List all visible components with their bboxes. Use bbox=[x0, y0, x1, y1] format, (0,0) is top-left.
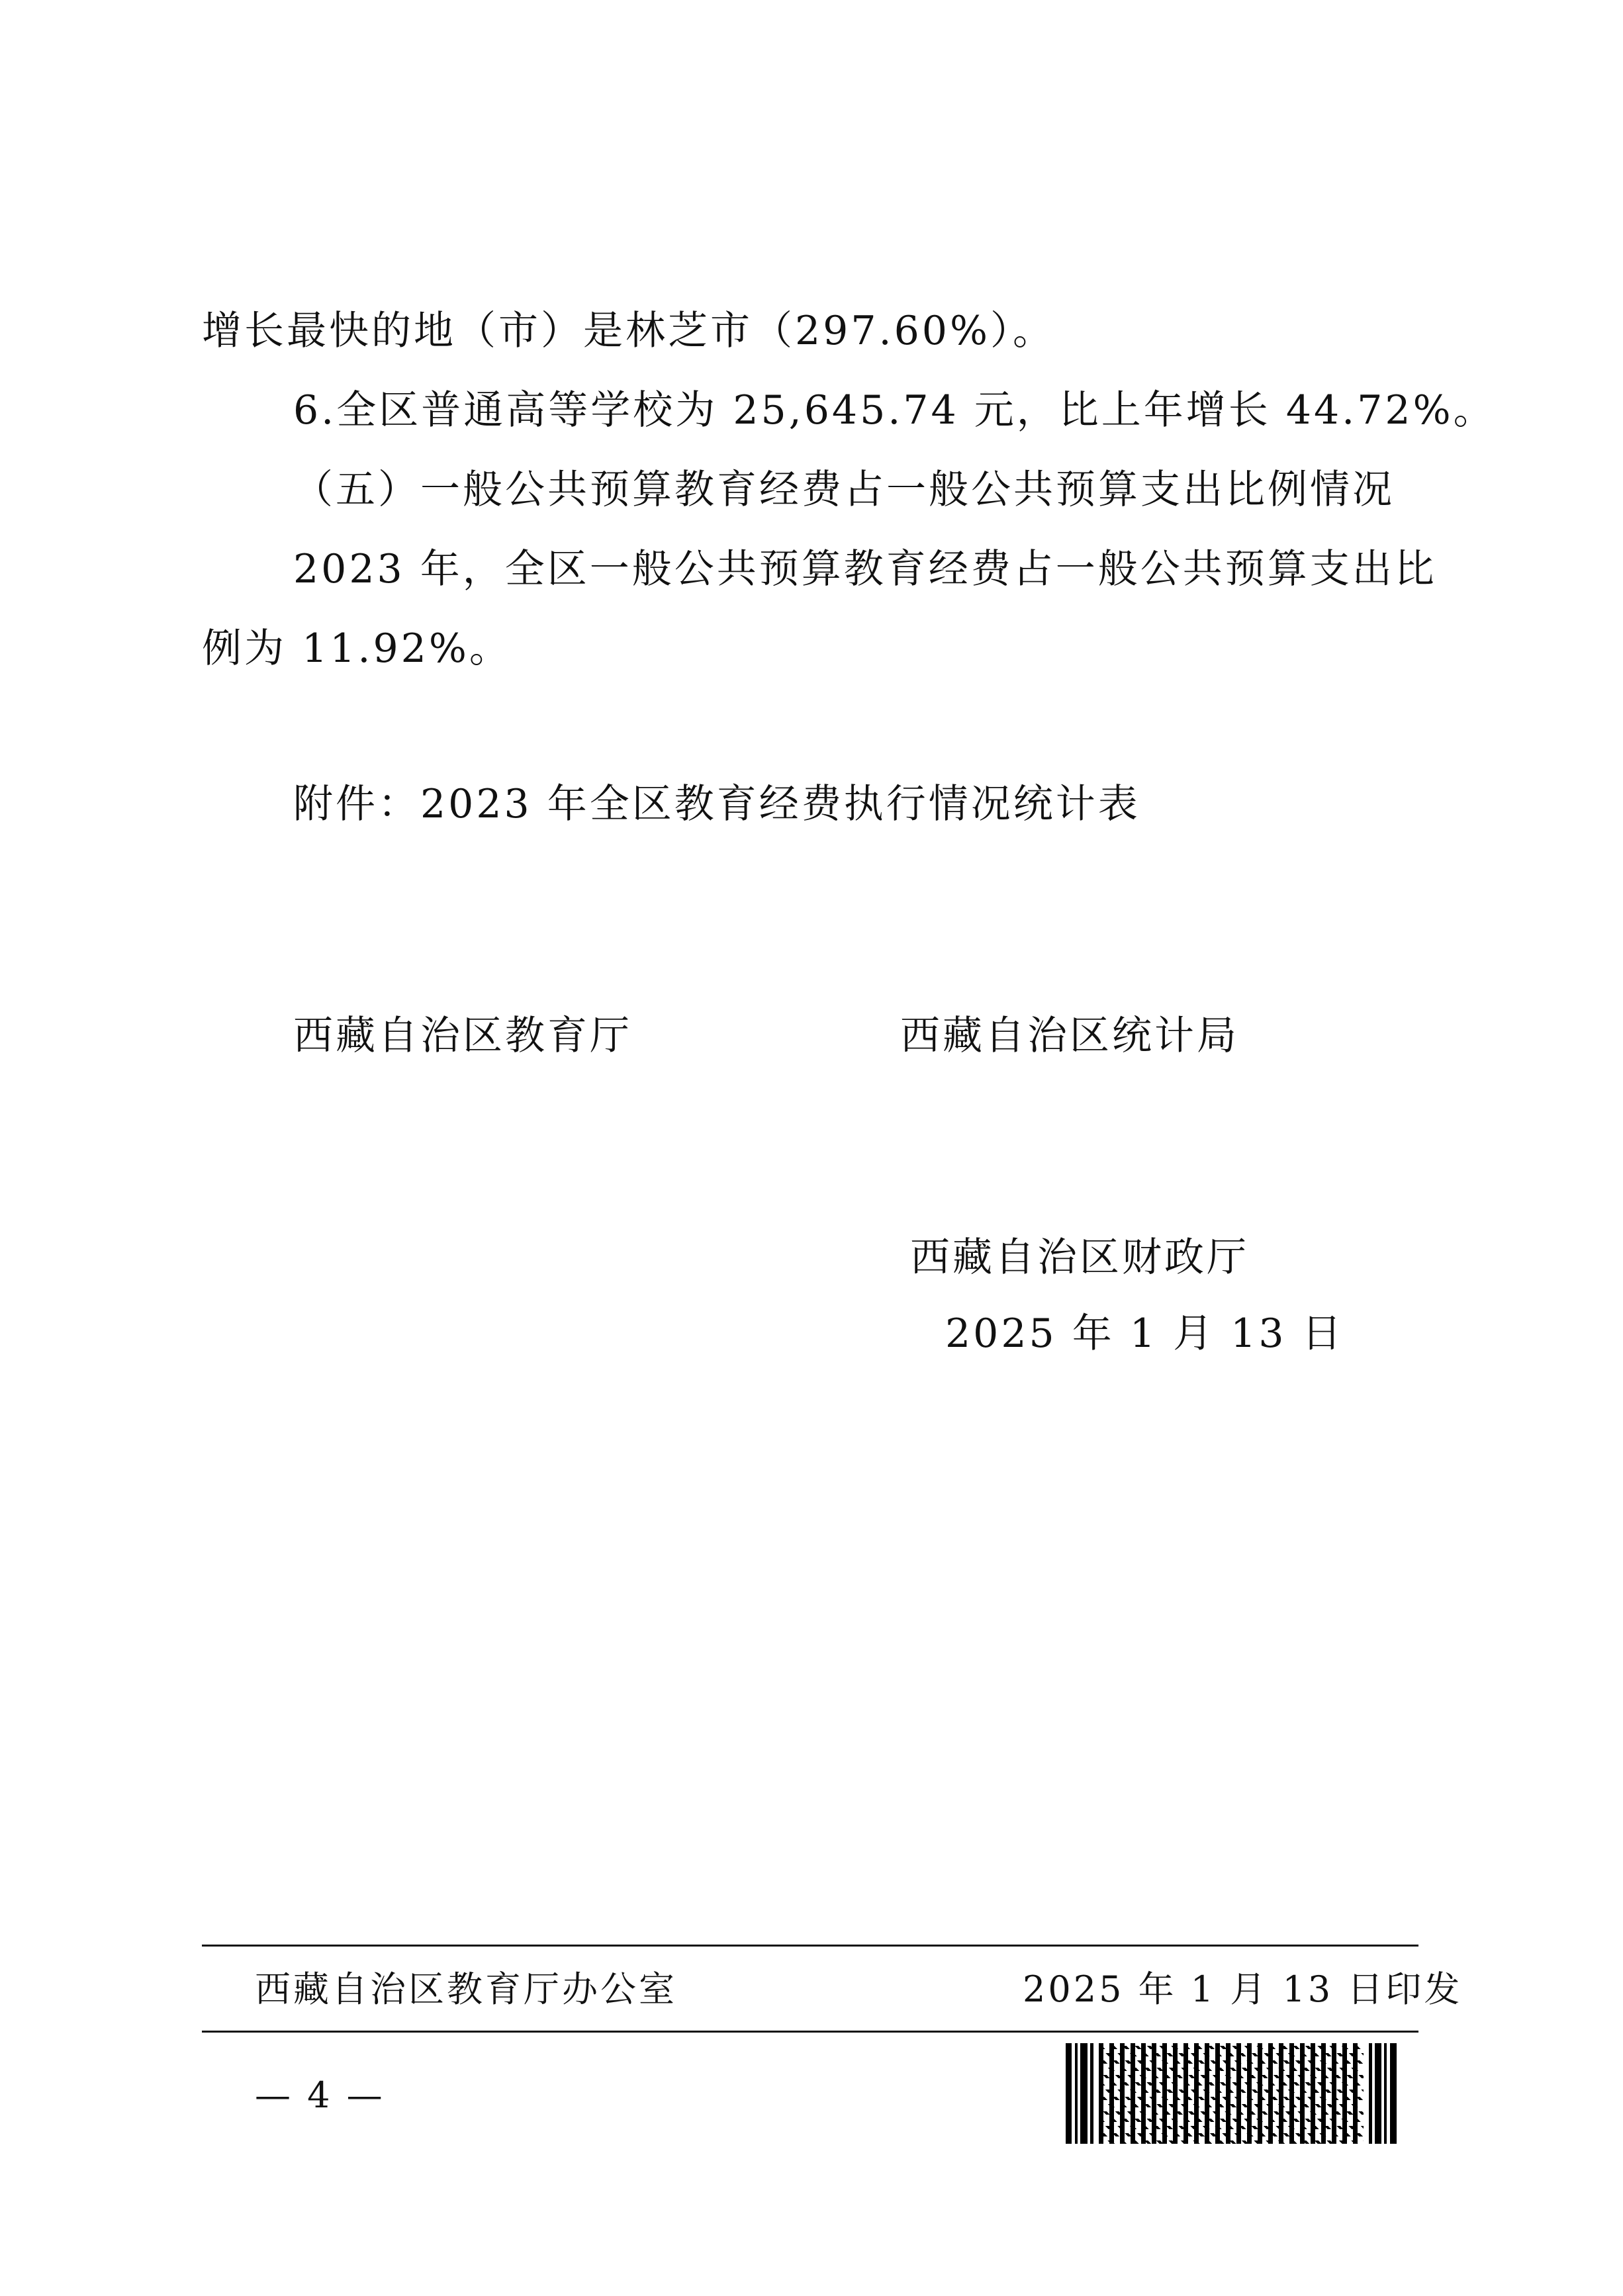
body-paragraph-3-line-1: 2023 年，全区一般公共预算教育经费占一般公共预算支出比 bbox=[293, 546, 1437, 592]
attachment-note: 附件：2023 年全区教育经费执行情况统计表 bbox=[293, 781, 1140, 827]
body-paragraph-3-line-2: 例为 11.92%。 bbox=[202, 625, 512, 672]
footer-bottom-rule bbox=[202, 2031, 1418, 2033]
footer-issuer: 西藏自治区教育厅办公室 bbox=[255, 1968, 677, 2010]
signature-date: 2025 年 1 月 13 日 bbox=[945, 1310, 1344, 1357]
document-barcode bbox=[1066, 2043, 1397, 2144]
page-number: — 4 — bbox=[255, 2074, 385, 2116]
footer-issue-date: 2025 年 1 月 13 日印发 bbox=[1023, 1968, 1463, 2010]
footer-top-rule bbox=[202, 1945, 1418, 1947]
signature-statistics-bureau: 西藏自治区统计局 bbox=[900, 1013, 1239, 1059]
section-heading-5: （五）一般公共预算教育经费占一般公共预算支出比例情况 bbox=[293, 467, 1395, 513]
signature-education-dept: 西藏自治区教育厅 bbox=[293, 1013, 632, 1059]
body-paragraph-1: 增长最快的地（市）是林芝市（297.60%）。 bbox=[202, 308, 1055, 354]
signature-finance-dept: 西藏自治区财政厅 bbox=[910, 1234, 1249, 1281]
body-paragraph-2: 6.全区普通高等学校为 25,645.74 元，比上年增长 44.72%。 bbox=[293, 387, 1496, 434]
